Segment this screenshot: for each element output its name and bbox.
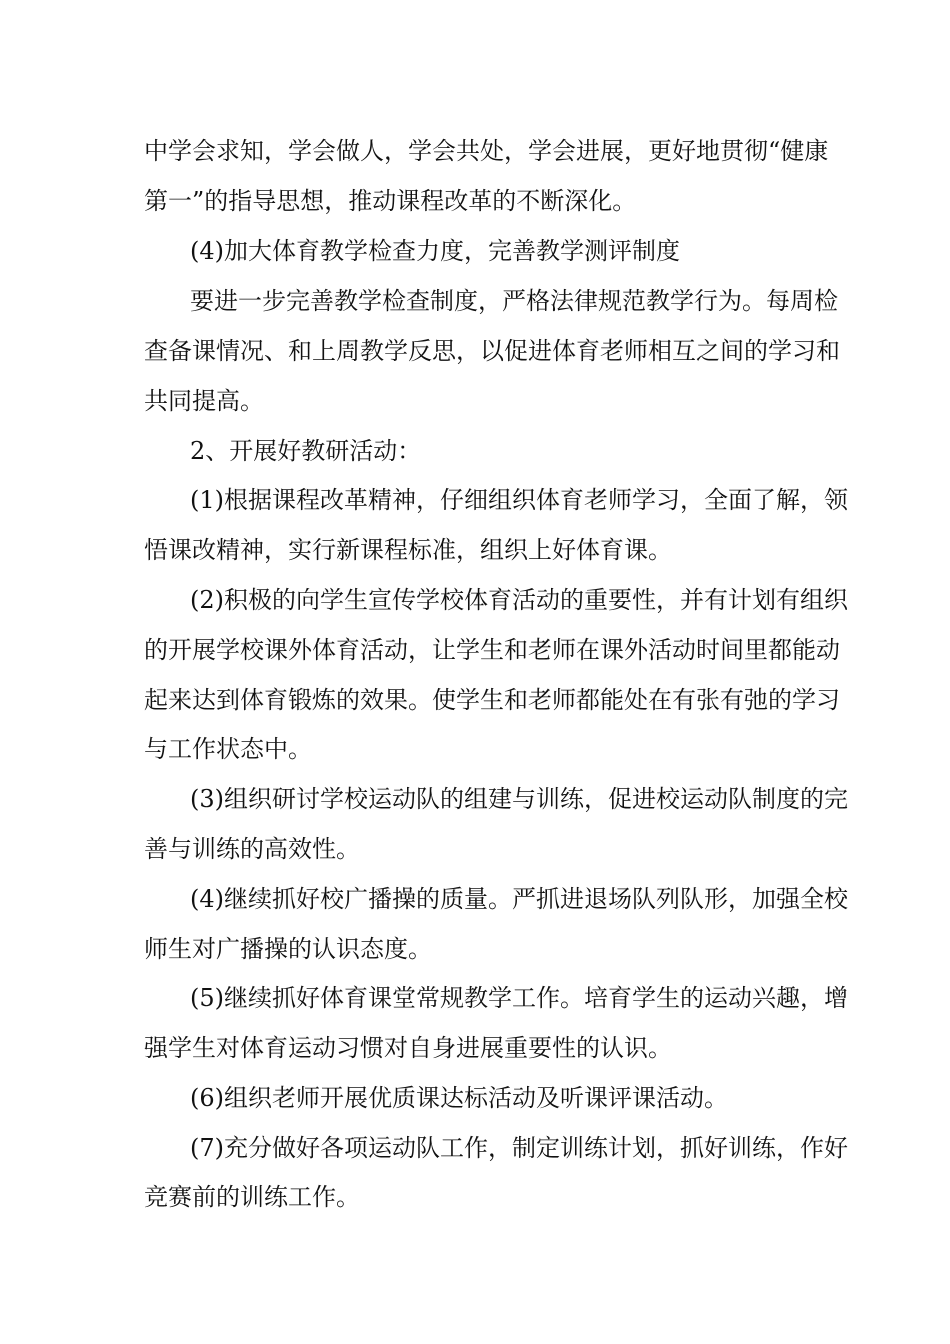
text-line-content: 中学会求知，学会做人，学会共处，学会进展，更好地贯彻“健康 (144, 137, 829, 165)
text-line-content: 强学生对体育运动习惯对自身进展重要性的认识。 (144, 1034, 672, 1062)
text-line-content: 的开展学校课外体育活动，让学生和老师在课外活动时间里都能动 (144, 636, 840, 664)
text-line (0, 1128, 950, 1168)
text-line-content: 第一”的指导思想，推动课程改革的不断深化。 (144, 187, 637, 215)
text-line-content: 共同提高。 (144, 387, 264, 415)
section-heading (0, 431, 950, 471)
text-line-content: 与工作状态中。 (144, 735, 312, 763)
text-line-content: (4)加大体育教学检查力度，完善教学测评制度 (190, 237, 680, 265)
text-line (0, 1078, 950, 1118)
text-line (0, 1177, 950, 1217)
text-line-content: 善与训练的高效性。 (144, 835, 360, 863)
text-line-content: (3)组织研讨学校运动队的组建与训练，促进校运动队制度的完 (190, 785, 848, 813)
text-line (0, 131, 950, 171)
text-line-content: 师生对广播操的认识态度。 (144, 935, 432, 963)
text-line-content: (4)继续抓好校广播操的质量。严抓进退场队列队形，加强全校 (190, 885, 848, 913)
text-line (0, 729, 950, 769)
text-line-content: 悟课改精神，实行新课程标准，组织上好体育课。 (144, 536, 672, 564)
section-heading (0, 231, 950, 271)
text-line (0, 381, 950, 421)
text-line-content: (5)继续抓好体育课堂常规教学工作。培育学生的运动兴趣，增 (190, 984, 848, 1012)
text-line (0, 530, 950, 570)
text-line (0, 281, 950, 321)
text-line (0, 181, 950, 221)
text-line-content: 2、开展好教研活动： (190, 437, 422, 465)
text-line-content: 查备课情况、和上周教学反思，以促进体育老师相互之间的学习和 (144, 337, 840, 365)
text-line (0, 1028, 950, 1068)
text-line (0, 978, 950, 1018)
text-line-content: (2)积极的向学生宣传学校体育活动的重要性，并有计划有组织 (190, 586, 848, 614)
text-line (0, 680, 950, 720)
text-line (0, 879, 950, 919)
text-line-content: (7)充分做好各项运动队工作，制定训练计划，抓好训练，作好 (190, 1134, 848, 1162)
text-line (0, 331, 950, 371)
text-line (0, 929, 950, 969)
text-line-content: 要进一步完善教学检查制度，严格法律规范教学行为。每周检 (190, 287, 838, 315)
text-line (0, 580, 950, 620)
text-line-content: (1)根据课程改革精神，仔细组织体育老师学习，全面了解，领 (190, 486, 848, 514)
text-line (0, 480, 950, 520)
text-line-content: (6)组织老师开展优质课达标活动及听课评课活动。 (190, 1084, 728, 1112)
text-line-content: 起来达到体育锻炼的效果。使学生和老师都能处在有张有弛的学习 (144, 686, 840, 714)
text-line (0, 779, 950, 819)
text-line (0, 829, 950, 869)
text-line-content: 竞赛前的训练工作。 (144, 1183, 360, 1211)
text-line (0, 630, 950, 670)
